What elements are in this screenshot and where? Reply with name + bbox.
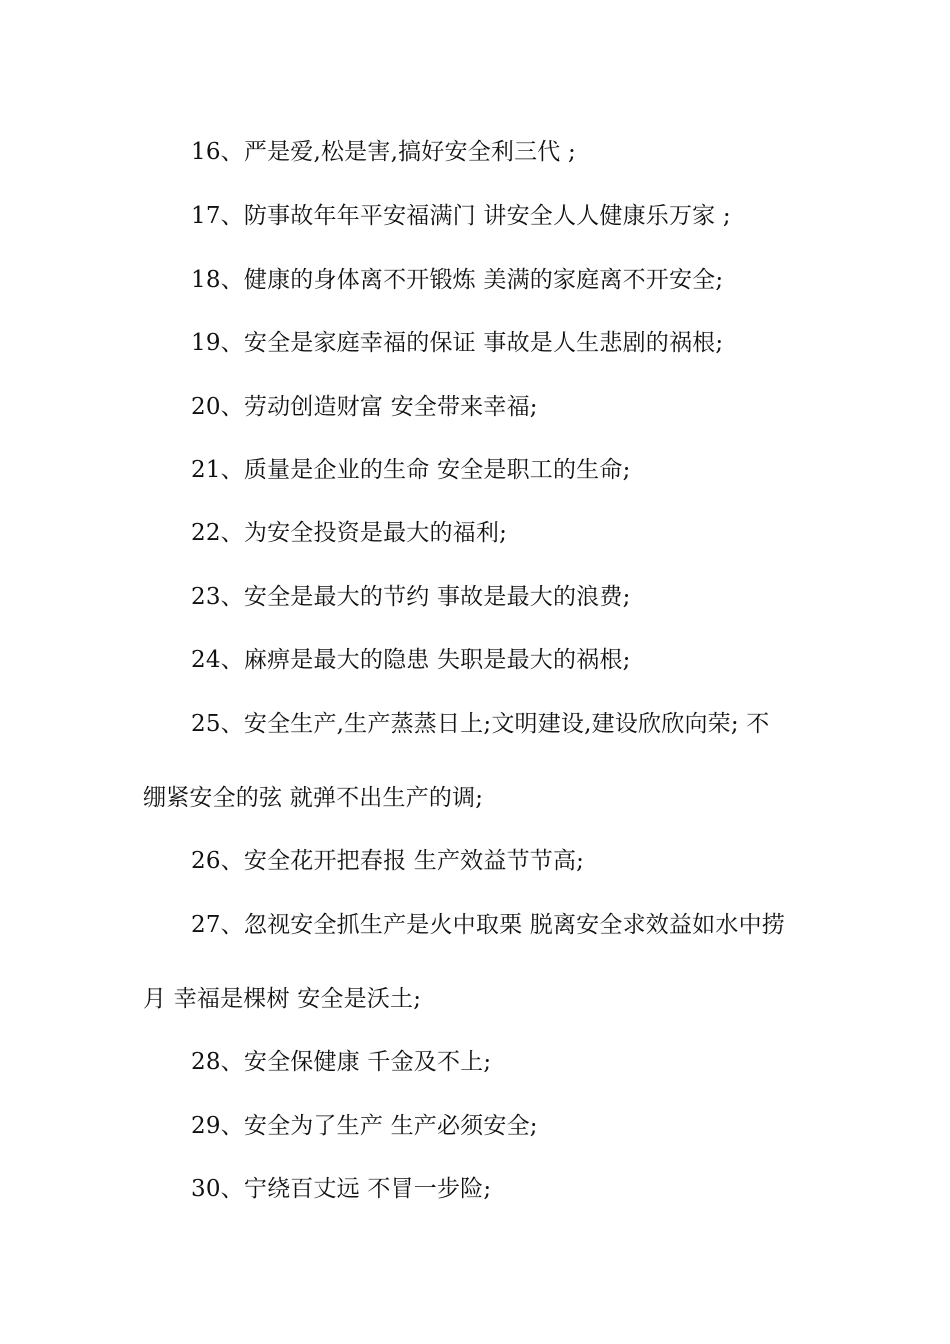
slogan-30: 30、宁绕百丈远 不冒一步险; bbox=[191, 1176, 492, 1202]
slogan-25-line2: 绷紧安全的弦 就弹不出生产的调; bbox=[143, 785, 484, 811]
slogan-29: 29、安全为了生产 生产必须安全; bbox=[191, 1113, 538, 1139]
slogan-18: 18、健康的身体离不开锻炼 美满的家庭离不开安全; bbox=[191, 267, 724, 293]
slogan-19: 19、安全是家庭幸福的保证 事故是人生悲剧的祸根; bbox=[191, 330, 724, 356]
slogan-27-line2: 月 幸福是棵树 安全是沃土; bbox=[143, 986, 422, 1012]
slogan-22: 22、为安全投资是最大的福利; bbox=[191, 520, 508, 546]
slogan-21: 21、质量是企业的生命 安全是职工的生命; bbox=[191, 457, 631, 483]
slogan-17: 17、防事故年年平安福满门 讲安全人人健康乐万家 ; bbox=[191, 203, 731, 229]
slogan-26: 26、安全花开把春报 生产效益节节高; bbox=[191, 848, 585, 874]
slogan-24: 24、麻痹是最大的隐患 失职是最大的祸根; bbox=[191, 647, 631, 673]
slogan-27-line1: 27、忽视安全抓生产是火中取栗 脱离安全求效益如水中捞 bbox=[191, 912, 785, 938]
slogan-25-line1: 25、安全生产,生产蒸蒸日上;文明建设,建设欣欣向荣; 不 bbox=[191, 711, 770, 737]
slogan-20: 20、劳动创造财富 安全带来幸福; bbox=[191, 394, 538, 420]
slogan-16: 16、严是爱,松是害,搞好安全利三代 ; bbox=[191, 139, 576, 165]
slogan-28: 28、安全保健康 千金及不上; bbox=[191, 1049, 492, 1075]
slogan-23: 23、安全是最大的节约 事故是最大的浪费; bbox=[191, 584, 631, 610]
